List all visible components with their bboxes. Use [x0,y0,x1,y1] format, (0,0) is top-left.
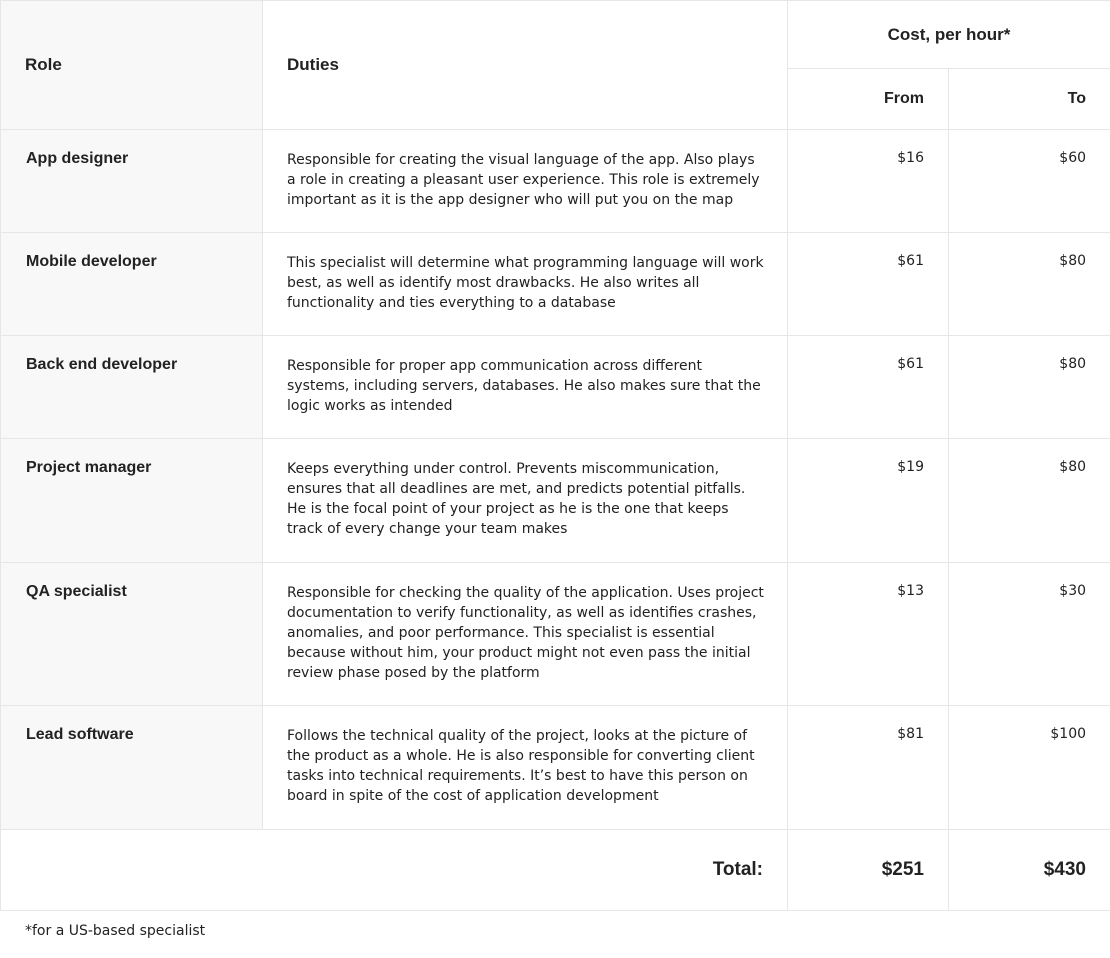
header-cost: Cost, per hour* [788,1,1110,69]
row-to: $80 [949,233,1110,336]
row-role: App designer [1,130,263,233]
row-to: $100 [949,706,1110,830]
row-to: $80 [949,336,1110,439]
table-row [1,563,1110,706]
row-from: $61 [788,233,949,336]
row-from: $16 [788,130,949,233]
row-duties: Responsible for creating the visual language of the app. Also plays a role in creating a pleasant user experience. This role is extremely important as it is the app designer who will put you on the map [263,130,788,233]
row-role: Project manager [1,439,263,563]
total-label: Total: [1,830,788,911]
table-row [1,706,1110,830]
row-role: Mobile developer [1,233,263,336]
row-role: Back end developer [1,336,263,439]
row-duties: Follows the technical quality of the project, looks at the picture of the product as a whole. He is also responsible for converting client tasks into technical requirements. It’s best to have this person on board in spite of the cost of application development [263,706,788,830]
row-role: QA specialist [1,563,263,706]
row-to: $30 [949,563,1110,706]
row-to: $60 [949,130,1110,233]
total-row [1,830,1110,911]
footnote: *for a US-based specialist [25,923,206,939]
header-role: Role [1,1,263,130]
row-duties: Responsible for proper app communication across different systems, including servers, databases. He also makes sure that the logic works as intended [263,336,788,439]
total-to: $430 [949,830,1110,911]
row-from: $13 [788,563,949,706]
row-from: $81 [788,706,949,830]
row-from: $61 [788,336,949,439]
row-role: Lead software [1,706,263,830]
total-from: $251 [788,830,949,911]
header-to: To [949,69,1110,130]
row-to: $80 [949,439,1110,563]
table-row [1,439,1110,563]
table-row [1,336,1110,439]
table-row [1,130,1110,233]
row-duties: Responsible for checking the quality of the application. Uses project documentation to verify functionality, as well as identifies crashes, anomalies, and poor performance. This specialist is essential because without him, your product might not even pass the initial review phase posed by the platform [263,563,788,706]
row-duties: This specialist will determine what programming language will work best, as well as identify most drawbacks. He also writes all functionality and ties everything to a database [263,233,788,336]
row-duties: Keeps everything under control. Prevents miscommunication, ensures that all deadlines are met, and predicts potential pitfalls. He is the focal point of your project as he is the one that keeps track of every change your team makes [263,439,788,563]
header-duties: Duties [263,1,788,130]
table-row [1,233,1110,336]
row-from: $19 [788,439,949,563]
header-from: From [788,69,949,130]
